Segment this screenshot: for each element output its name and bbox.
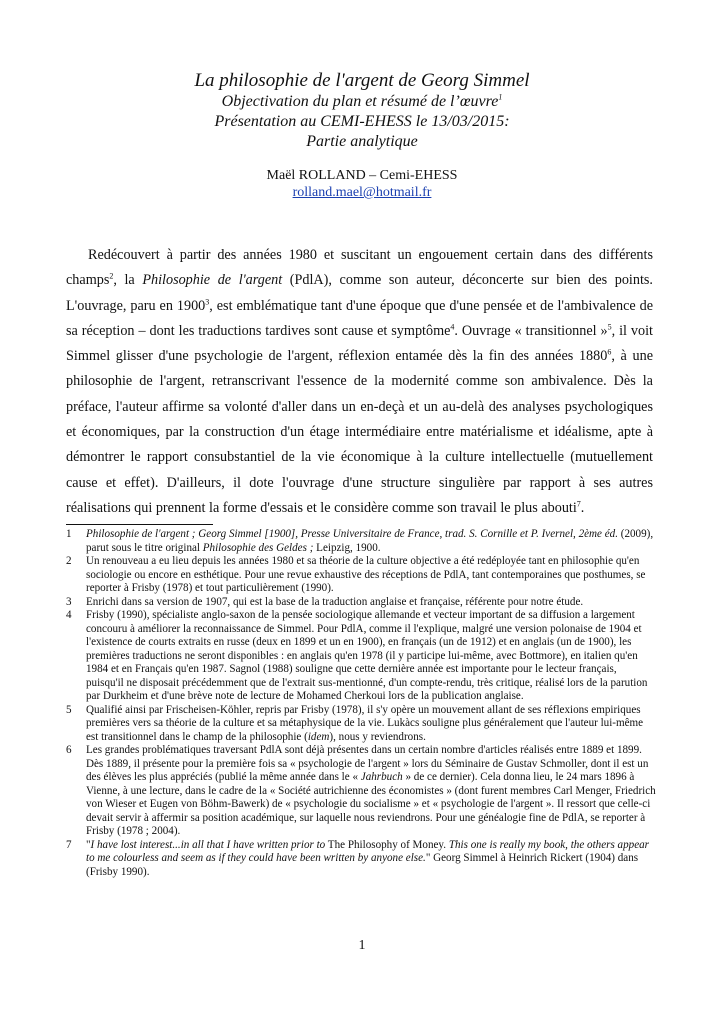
footnote-1 [66, 528, 656, 555]
footnote-text [86, 528, 656, 555]
page-number: 1 [358, 938, 366, 953]
footnote-segment: Qualifié ainsi par Frischeisen-Köhler, repris par Frisby (1978), il s'y opère un mouvement allant de ses réflexions empiriques premières vers sa théorie de la culture et sa métaphysique de la vie. Lukàcs souligne plus généralement que l'auteur lui-même est transitionnel dans le champ de la philosophie ( [86, 703, 644, 743]
para-text: (PdlA), comme son auteur, déconcerte sur bien des points. L'ouvrage, paru en 1900 [66, 272, 653, 314]
footnote-number: 4 [66, 609, 72, 621]
footnote-segment: (2009), parut sous le titre original [86, 528, 654, 554]
para-text: Redécouvert à partir des années 1980 et suscitant un engouement certain dans des différents champs [66, 247, 653, 289]
footnote-number: 2 [66, 555, 72, 567]
presentation-line: Présentation au CEMI-EHESS le 13/03/2015: [214, 113, 510, 130]
footnote-segment: " [86, 838, 91, 851]
para-text: , à une philosophie de l'argent, retranscrivant l'essence de la modernité comme son ambivalence. Dès la préface, l'auteur affirme sa volonté d'aller dans un en-deçà et un au-delà des analyses psychologiques et économiques, par la construction d'un étage intermédiaire entre matérialisme et idéalisme, apte à démontrer le rapport consubstantiel de la vie économique à la culture intellectuelle (mutuellement cause et effet). D'ailleurs, il dote l'ouvrage d'une structure singulière par rapport à ses autres réalisations qui prennent la forme d'essais et le considère comme son travail le plus abouti [66, 348, 653, 516]
footnotes [66, 528, 656, 879]
subtitle-text: Objectivation du plan et résumé de l’œuvre [221, 93, 499, 110]
footnote-number: 6 [66, 744, 72, 756]
footnote-italic: Jahrbuch [360, 771, 403, 783]
book-title: Philosophie de l'argent [142, 272, 283, 289]
footnote-number: 5 [66, 703, 72, 716]
footnote-ref-6: 6 [607, 347, 612, 357]
footnote-5 [66, 704, 656, 745]
para-text: , il voit Simmel glisser d'une psychologie de l'argent, réflexion entamée dès la fin des années 1880 [66, 322, 653, 365]
footnote-4 [66, 609, 656, 704]
footnote-number: 7 [66, 838, 72, 851]
footnote-text: Enrichi dans sa version de 1907, qui est la base de la traduction anglaise et française, référente pour notre étude. [86, 595, 584, 608]
author-block [0, 167, 724, 201]
footnote-segment: ), nous y reviendrons. [329, 730, 426, 743]
footnote-2 [66, 555, 656, 596]
para-text: . Ouvrage « transitionnel » [454, 322, 608, 339]
footnote-text: Frisby (1990), spécialiste anglo-saxon de la pensée sociologique allemande et vecteur important de sa diffusion a largement concouru à améliorer la reconnaissance de Simmel. Pour PdlA, comme il l'explique, malgré une version polonaise de 1904 et l'existence de courts extraits en russe (deux en 1899 et un en 1900), en français (un de 1912) et en anglais (un de 1900), les premières traductions ne seront disponibles : en anglais qu'en 1978 (il y participe lui-même, avec Bottmore), en italien qu'en 1984 et en Français qu'en 1987. Sagnol (1988) souligne que cette dernière année est importante pour le lecteur français, puisqu'il ne disposait précédemment que de l'extrait sus-mentionné, d'un compte-rendu, très critique, réalisé lors de la parution par Durkheim et d'une brève note de lecture de Mohamed Cherkoui lors de la publication anglaise. [86, 609, 648, 702]
footnote-ref-7: 7 [576, 499, 581, 509]
footnote-number: 3 [66, 595, 72, 608]
footnote-ref-2: 2 [109, 271, 114, 281]
footnote-3 [66, 596, 656, 610]
footnote-italic: This one is really my book, the others appear to me colourless and seem as if they could have been written by anyone else. [86, 838, 649, 864]
footnote-segment: The Philosophy of Money. [325, 838, 449, 851]
author-email-link[interactable]: rolland.mael@hotmail.fr [292, 185, 432, 200]
footnote-segment: » de ce dernier). Cela donna lieu, le 24 mars 1896 à Vienne, à une lecture, dans le cadre de la « Société autrichienne des économistes » (dont furent membres Carl Menger, Friedrich von Wieser et Eugen von Böhm-Bawerk) de « psychologie du socialisme » et « psychologie de l'argent ». Il ressort que celle-ci devait servir à affermir sa position académique, sur laquelle nous reviendrons. Pour une généalogie fine de PdlA, se reporter à Frisby (1978 ; 2004). [86, 771, 656, 837]
para-text: , est emblématique tant d'une époque que d'une pensée et de l'ambivalence de sa réception – dont les traductions tardives sont cause et symptôme [66, 297, 653, 339]
footnote-text [86, 839, 656, 880]
footnote-separator [66, 524, 213, 525]
footnote-segment: " Georg Simmel à Heinrich Rickert (1904) dans (Frisby 1990). [86, 852, 639, 878]
footnote-ref-4: 4 [450, 322, 455, 332]
footnote-text: Un renouveau a eu lieu depuis les années 1980 et sa théorie de la culture objective a été redéployée tant en philosophie qu'en sociologie ou encore en esthétique. Pour une revue exhaustive des réceptions de PdlA, tant contemporaines que posthumes, se reporter à Frisby (1978) et tout particulièrement (1990). [86, 555, 646, 594]
footnote-6 [66, 744, 656, 839]
footnote-text [86, 704, 656, 745]
document-title: La philosophie de l'argent de Georg Simmel [194, 70, 530, 91]
document-subtitle [0, 92, 724, 112]
para-text: . [580, 499, 585, 516]
footnote-7 [66, 839, 656, 880]
footnote-segment: Les grandes problématiques traversant PdlA sont déjà présentes dans un certain nombre d'articles réalisés entre 1889 et 1899. Dès 1889, il présente pour la première fois sa « psychologie de l'argent » lors du Séminaire de Gustav Schmoller, dont il est un des élèves les plus appréciés (publié la même année dans le « [86, 744, 649, 783]
intro-paragraph [66, 243, 653, 521]
footnote-ref-1: 1 [498, 92, 503, 102]
footnote-italic: idem [307, 730, 330, 743]
footnote-text [86, 744, 656, 839]
section-label: Partie analytique [306, 133, 418, 150]
footnote-ref-3: 3 [205, 296, 210, 306]
footnote-segment: Leipzig, 1900. [313, 541, 381, 554]
para-text: , la [113, 272, 143, 289]
footnote-italic: Philosophie des Geldes ; [202, 541, 314, 554]
footnote-italic: Philosophie de l'argent ; Georg Simmel [1900], Presse Universitaire de France, trad. S. Cornille et P. Ivernel, 2ème éd. [86, 528, 618, 540]
footnote-number: 1 [66, 528, 72, 540]
footnote-italic: I have lost interest...in all that I have written prior to [90, 838, 326, 851]
author-name: Maël ROLLAND – Cemi-EHESS [266, 168, 458, 183]
footnote-ref-5: 5 [607, 322, 612, 332]
document-header [0, 70, 724, 152]
